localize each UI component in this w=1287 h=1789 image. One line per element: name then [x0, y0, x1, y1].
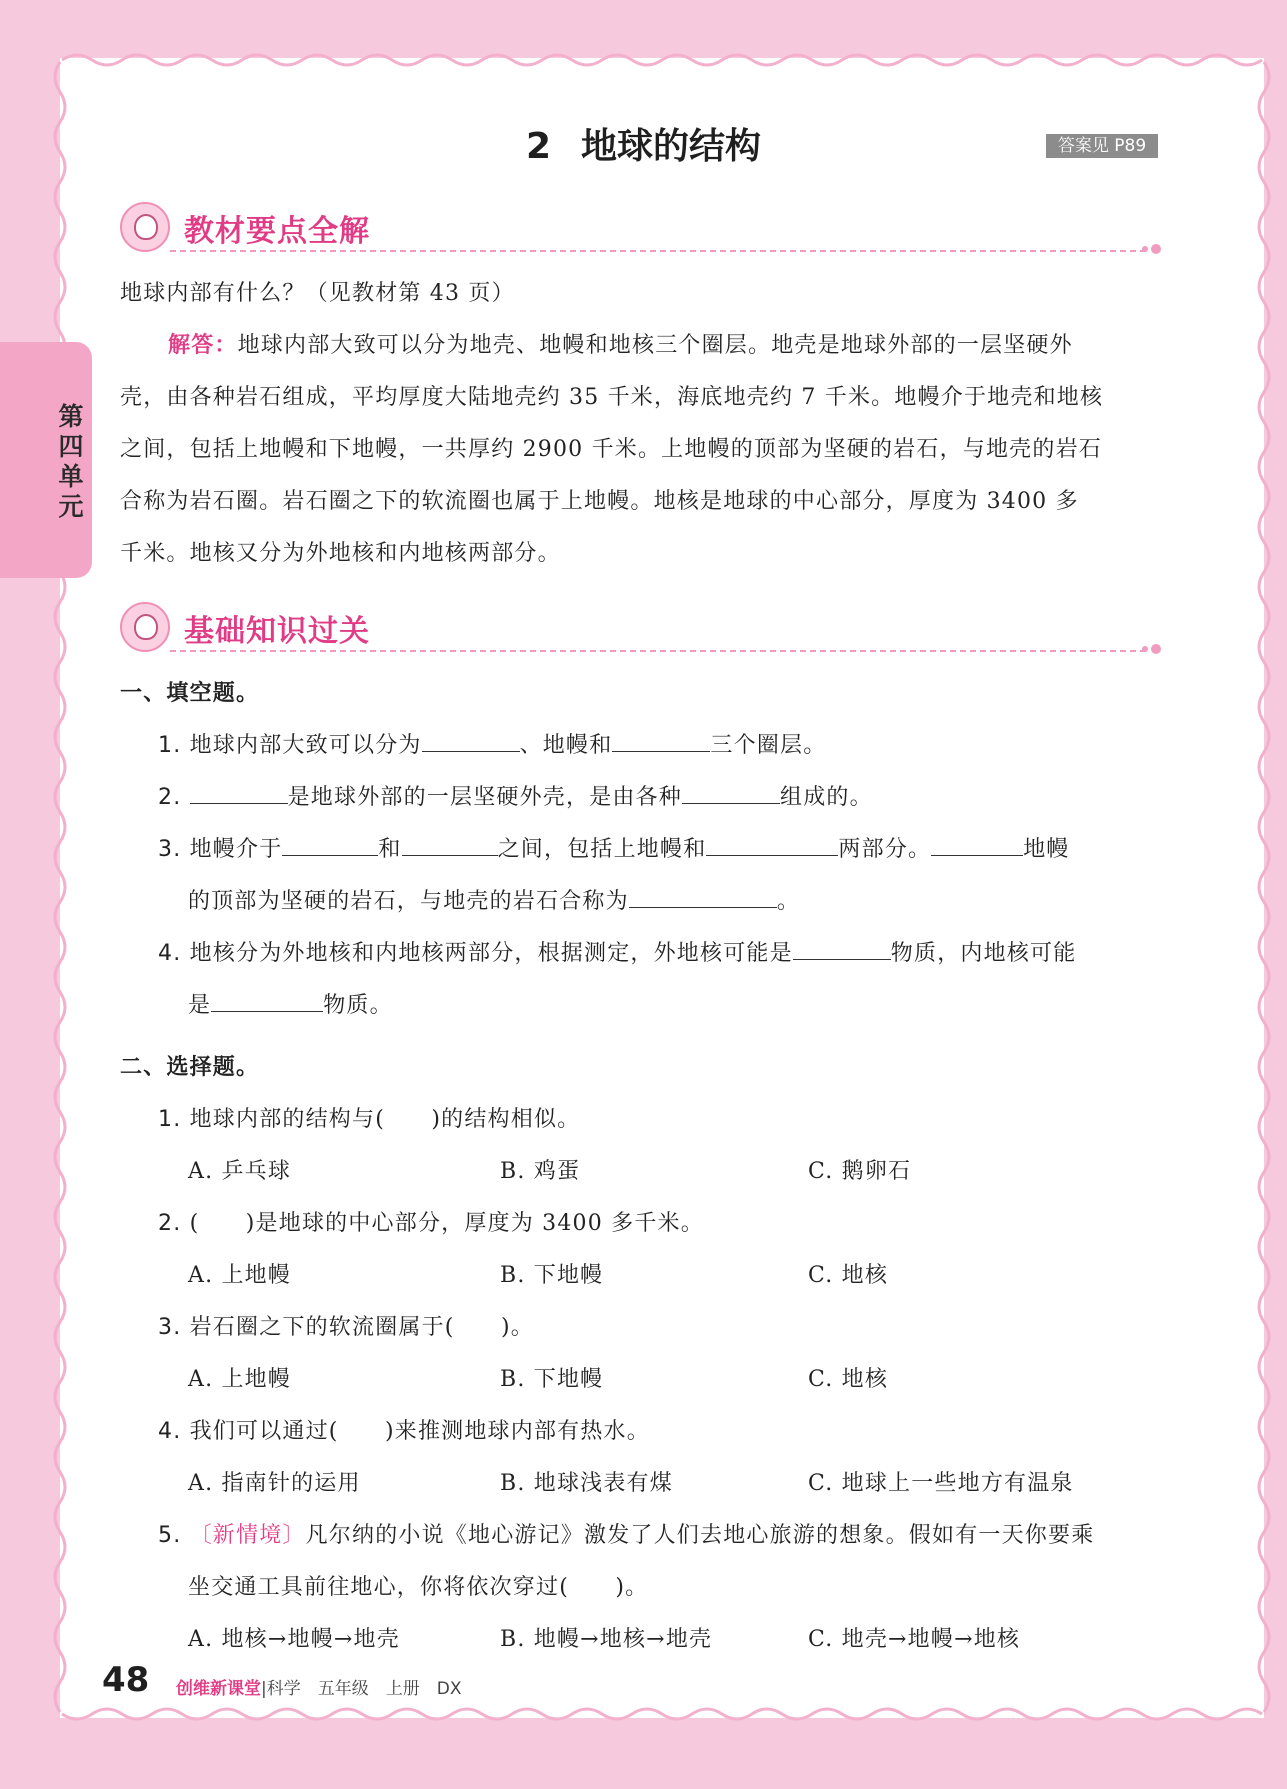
answer-reference-badge: 答案见 P89 [1046, 134, 1158, 158]
answer-line-1: 解答：地球内部大致可以分为地壳、地幔和地核三个圈层。地壳是地球外部的一层坚硬外 [168, 333, 1073, 358]
option-a[interactable]: A. 乒乓球 [188, 1159, 292, 1184]
answer-blank[interactable] [190, 775, 288, 804]
fill-question-1: 1. 地球内部大致可以分为 、地幔和 三个圈层。 [158, 720, 826, 772]
section-divider [170, 250, 1146, 252]
answer-blank[interactable] [402, 827, 498, 856]
mascot-icon [120, 202, 170, 252]
section-header-key-points [118, 202, 1164, 258]
answer-blank[interactable] [422, 723, 520, 752]
answer-blank[interactable] [282, 827, 378, 856]
choice-question-5-line-1: 5. 〔新情境〕凡尔纳的小说《地心游记》激发了人们去地心旅游的想象。假如有一天你要乘 [158, 1523, 1095, 1548]
answer-line-3: 之间，包括上地幔和下地幔，一共厚约 2900 千米。上地幔的顶部为坚硬的岩石，与地壳的岩石 [120, 437, 1102, 462]
answer-label: 解答： [168, 333, 238, 358]
choice-heading: 二、选择题。 [120, 1055, 260, 1080]
lesson-number: 2 [525, 126, 552, 167]
answer-blank[interactable] [629, 879, 777, 908]
textbook-question: 地球内部有什么？（见教材第 43 页） [120, 281, 515, 306]
answer-blank[interactable] [612, 723, 710, 752]
fill-question-2: 2. 是地球外部的一层坚硬外壳，是由各种 组成的。 [158, 772, 873, 824]
option-a[interactable]: A. 上地幔 [188, 1367, 292, 1392]
option-a[interactable]: A. 上地幔 [188, 1263, 292, 1288]
choice-question-1: 1. 地球内部的结构与( )的结构相似。 [158, 1107, 581, 1132]
answer-blank[interactable] [211, 983, 323, 1012]
brand-name: 创维新课堂 [176, 1679, 261, 1699]
book-info: 科学 五年级 上册 DX [266, 1679, 462, 1699]
dots-decoration-icon [1142, 242, 1164, 258]
option-a[interactable]: A. 指南针的运用 [188, 1471, 361, 1496]
option-c[interactable]: C. 地核 [808, 1263, 889, 1288]
section-title: 基础知识过关 [184, 614, 370, 649]
choice-question-5-line-2: 坐交通工具前往地心，你将依次穿过( )。 [188, 1575, 649, 1600]
new-context-tag: 〔新情境〕 [189, 1523, 306, 1548]
mascot-icon [120, 602, 170, 652]
option-c[interactable]: C. 地壳→地幔→地核 [808, 1627, 1021, 1652]
answer-blank[interactable] [931, 827, 1023, 856]
fill-question-3-line-2: 的顶部为坚硬的岩石，与地壳的岩石合称为 。 [188, 876, 800, 928]
answer-blank[interactable] [706, 827, 838, 856]
section-title: 教材要点全解 [184, 214, 370, 249]
choice-question-4: 4. 我们可以通过( )来推测地球内部有热水。 [158, 1419, 650, 1444]
option-b[interactable]: B. 地幔→地核→地壳 [500, 1627, 713, 1652]
section-header-basic-knowledge [118, 602, 1164, 658]
fill-question-4-line-2: 是 物质。 [188, 980, 393, 1032]
answer-line-4: 合称为岩石圈。岩石圈之下的软流圈也属于上地幔。地核是地球的中心部分，厚度为 3400 多 [120, 489, 1079, 514]
choice-question-2: 2. ( )是地球的中心部分，厚度为 3400 多千米。 [158, 1211, 704, 1236]
choice-question-3: 3. 岩石圈之下的软流圈属于( )。 [158, 1315, 534, 1340]
option-c[interactable]: C. 地核 [808, 1367, 889, 1392]
section-divider [170, 650, 1146, 652]
fill-question-3-line-1: 3. 地幔介于 和 之间，包括上地幔和 两部分。 地幔 [158, 824, 1070, 876]
option-b[interactable]: B. 鸡蛋 [500, 1159, 581, 1184]
answer-blank[interactable] [682, 775, 780, 804]
option-b[interactable]: B. 下地幔 [500, 1367, 604, 1392]
option-b[interactable]: B. 地球浅表有煤 [500, 1471, 673, 1496]
option-a[interactable]: A. 地核→地幔→地壳 [188, 1627, 400, 1652]
option-b[interactable]: B. 下地幔 [500, 1263, 604, 1288]
option-c[interactable]: C. 鹅卵石 [808, 1159, 912, 1184]
answer-blank[interactable] [793, 931, 891, 960]
answer-line-5: 千米。地核又分为外地核和内地核两部分。 [120, 541, 561, 566]
dots-decoration-icon [1142, 642, 1164, 658]
footer-info: 创维新课堂|科学 五年级 上册 DX [176, 1679, 462, 1699]
answer-line-2: 壳，由各种岩石组成，平均厚度大陆地壳约 35 千米，海底地壳约 7 千米。地幔介于地壳和地核 [120, 385, 1104, 410]
unit-tab-label: 第 四 单 元 [58, 402, 84, 521]
option-c[interactable]: C. 地球上一些地方有温泉 [808, 1471, 1074, 1496]
fill-question-4-line-1: 4. 地核分为外地核和内地核两部分，根据测定，外地核可能是 物质，内地核可能 [158, 928, 1076, 980]
page-number: 48 [102, 1660, 150, 1700]
fill-in-heading: 一、填空题。 [120, 681, 260, 706]
lesson-title: 地球的结构 [581, 126, 762, 167]
